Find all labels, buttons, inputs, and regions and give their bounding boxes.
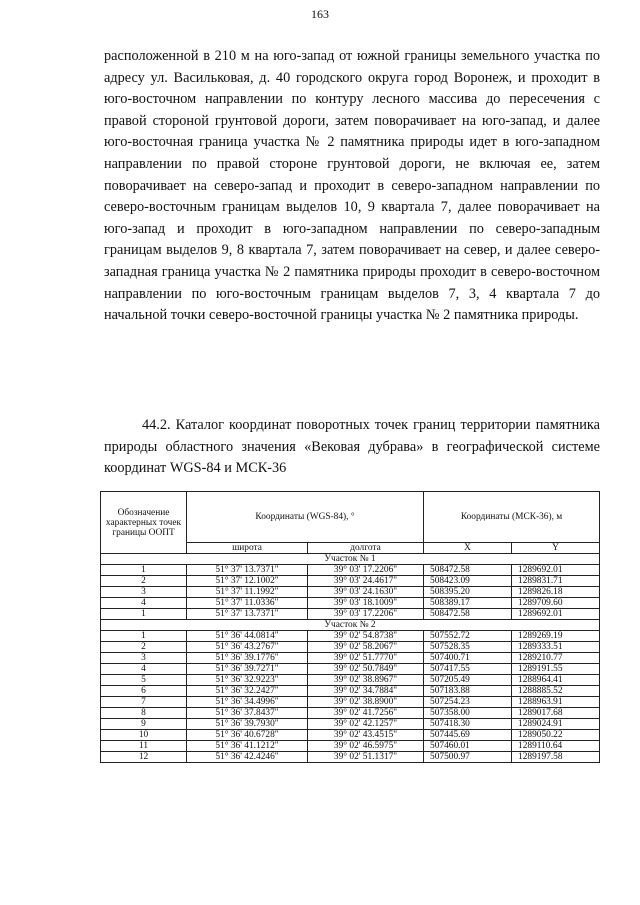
section-heading: 44.2. Каталог координат поворотных точек границ территории памятника природы областного значения «Вековая дубрава» в географической системе координат WGS-84 и МСК-36	[104, 417, 600, 477]
table-row	[101, 664, 600, 675]
coordinates-table	[100, 491, 600, 763]
table-row	[101, 730, 600, 741]
latitude-cell: 51° 36' 44.0814"	[187, 631, 308, 642]
longitude-cell: 39° 02' 50.7849"	[308, 664, 424, 675]
y-cell: 1289197.58	[512, 752, 600, 763]
longitude-cell: 39° 02' 51.1317"	[308, 752, 424, 763]
header-x: X	[424, 543, 512, 554]
latitude-cell: 51° 36' 37.8437"	[187, 708, 308, 719]
x-cell: 507418.30	[424, 719, 512, 730]
y-cell: 1289831.71	[512, 576, 600, 587]
x-cell: 507500.97	[424, 752, 512, 763]
longitude-cell: 39° 02' 41.7256"	[308, 708, 424, 719]
latitude-cell: 51° 37' 11.0336"	[187, 598, 308, 609]
x-cell: 507528.35	[424, 642, 512, 653]
point-number-cell: 9	[101, 719, 187, 730]
x-cell: 507460.01	[424, 741, 512, 752]
latitude-cell: 51° 36' 32.2427"	[187, 686, 308, 697]
longitude-cell: 39° 02' 38.8967"	[308, 675, 424, 686]
point-number-cell: 1	[101, 631, 187, 642]
y-cell: 1289709.60	[512, 598, 600, 609]
x-cell: 507417.55	[424, 664, 512, 675]
x-cell: 507358.00	[424, 708, 512, 719]
table-row	[101, 576, 600, 587]
longitude-cell: 39° 03' 17.2206"	[308, 565, 424, 576]
table-row	[101, 609, 600, 620]
y-cell: 1288963.91	[512, 697, 600, 708]
table-row	[101, 741, 600, 752]
body-paragraph: расположенной в 210 м на юго-запад от южной границы земельного участка по адресу ул. Васильковая, д. 40 городского округа город Воронеж, и проходит в юго-восточном направлении по контуру лесного массива до пересечения с правой стороной грунтовой дороги, затем поворачивает на юго-запад, и далее юго-восточная граница участка № 2 памятника природы идет в юго-западном направлении по правой стороне грунтовой дороги, не включая ее, затем поворачивает на северо-запад и проходит в северо-западном направлении по северо-восточным границам выделов 10, 9 квартала 7, далее поворачивает на юго-запад и проходит в юго-западном направлении по северо-западным границам выделов 9, 8 квартала 7, затем поворачивает на север, и далее северо-западная граница участка № 2 памятника природы проходит в северо-восточном направлении по юго-восточным границам выделов 7, 3, 4 квартала 7 до начальной точки северо-восточной границы участка № 2 памятника природы.	[104, 48, 600, 324]
y-cell: 1289210.77	[512, 653, 600, 664]
page-number: 163	[311, 7, 329, 21]
table-row	[101, 675, 600, 686]
x-cell: 507254.23	[424, 697, 512, 708]
point-number-cell: 6	[101, 686, 187, 697]
header-msk36-coordinates: Координаты (МСК-36), м	[424, 492, 600, 543]
header-y: Y	[512, 543, 600, 554]
longitude-cell: 39° 02' 58.2067"	[308, 642, 424, 653]
x-cell: 507400.71	[424, 653, 512, 664]
longitude-cell: 39° 03' 18.1009"	[308, 598, 424, 609]
table-row	[101, 719, 600, 730]
y-cell: 1289269.19	[512, 631, 600, 642]
point-number-cell: 3	[101, 587, 187, 598]
header-point-designation: Обозначение характерных точек границы ООПТ	[101, 492, 187, 554]
section-title: Участок № 1	[101, 554, 600, 565]
latitude-cell: 51° 36' 34.4996"	[187, 697, 308, 708]
latitude-cell: 51° 36' 40.6728"	[187, 730, 308, 741]
table-body	[101, 554, 600, 763]
point-number-cell: 4	[101, 598, 187, 609]
header-latitude: широта	[187, 543, 308, 554]
y-cell: 1289692.01	[512, 609, 600, 620]
header-wgs84-coordinates: Координаты (WGS-84), °	[187, 492, 424, 543]
longitude-cell: 39° 02' 46.5975"	[308, 741, 424, 752]
point-number-cell: 11	[101, 741, 187, 752]
x-cell: 508472.58	[424, 609, 512, 620]
x-cell: 508423.09	[424, 576, 512, 587]
y-cell: 1288885.52	[512, 686, 600, 697]
table-row	[101, 653, 600, 664]
point-number-cell: 1	[101, 565, 187, 576]
y-cell: 1289017.68	[512, 708, 600, 719]
x-cell: 507445.69	[424, 730, 512, 741]
longitude-cell: 39° 02' 42.1257"	[308, 719, 424, 730]
y-cell: 1289050.22	[512, 730, 600, 741]
table-row	[101, 697, 600, 708]
latitude-cell: 51° 37' 13.7371"	[187, 609, 308, 620]
longitude-cell: 39° 03' 24.1630"	[308, 587, 424, 598]
point-number-cell: 2	[101, 642, 187, 653]
y-cell: 1289692.01	[512, 565, 600, 576]
point-number-cell: 4	[101, 664, 187, 675]
point-number-cell: 8	[101, 708, 187, 719]
latitude-cell: 51° 36' 42.4246"	[187, 752, 308, 763]
latitude-cell: 51° 36' 39.7930"	[187, 719, 308, 730]
x-cell: 508472.58	[424, 565, 512, 576]
point-number-cell: 5	[101, 675, 187, 686]
y-cell: 1289826.18	[512, 587, 600, 598]
point-number-cell: 1	[101, 609, 187, 620]
longitude-cell: 39° 02' 54.8738"	[308, 631, 424, 642]
latitude-cell: 51° 36' 32.9223"	[187, 675, 308, 686]
longitude-cell: 39° 03' 17.2206"	[308, 609, 424, 620]
y-cell: 1289191.55	[512, 664, 600, 675]
latitude-cell: 51° 37' 13.7371"	[187, 565, 308, 576]
point-number-cell: 2	[101, 576, 187, 587]
point-number-cell: 12	[101, 752, 187, 763]
y-cell: 1289110.64	[512, 741, 600, 752]
longitude-cell: 39° 02' 51.7770"	[308, 653, 424, 664]
x-cell: 508395.20	[424, 587, 512, 598]
latitude-cell: 51° 36' 43.2767"	[187, 642, 308, 653]
longitude-cell: 39° 02' 38.8900"	[308, 697, 424, 708]
table-row	[101, 631, 600, 642]
latitude-cell: 51° 37' 11.1992"	[187, 587, 308, 598]
latitude-cell: 51° 36' 39.1776"	[187, 653, 308, 664]
latitude-cell: 51° 37' 12.1002"	[187, 576, 308, 587]
x-cell: 507552.72	[424, 631, 512, 642]
point-number-cell: 10	[101, 730, 187, 741]
longitude-cell: 39° 02' 34.7884"	[308, 686, 424, 697]
table-row	[101, 587, 600, 598]
x-cell: 507183.88	[424, 686, 512, 697]
table-row	[101, 642, 600, 653]
latitude-cell: 51° 36' 39.7271"	[187, 664, 308, 675]
table-row	[101, 598, 600, 609]
table-row	[101, 565, 600, 576]
table-row	[101, 686, 600, 697]
section-row	[101, 554, 600, 565]
table-row	[101, 752, 600, 763]
section-title: Участок № 2	[101, 620, 600, 631]
section-row	[101, 620, 600, 631]
y-cell: 1289024.91	[512, 719, 600, 730]
point-number-cell: 3	[101, 653, 187, 664]
header-longitude: долгота	[308, 543, 424, 554]
longitude-cell: 39° 02' 43.4515"	[308, 730, 424, 741]
table-row	[101, 708, 600, 719]
x-cell: 507205.49	[424, 675, 512, 686]
y-cell: 1288964.41	[512, 675, 600, 686]
point-number-cell: 7	[101, 697, 187, 708]
y-cell: 1289333.51	[512, 642, 600, 653]
x-cell: 508389.17	[424, 598, 512, 609]
latitude-cell: 51° 36' 41.1212"	[187, 741, 308, 752]
longitude-cell: 39° 03' 24.4617"	[308, 576, 424, 587]
